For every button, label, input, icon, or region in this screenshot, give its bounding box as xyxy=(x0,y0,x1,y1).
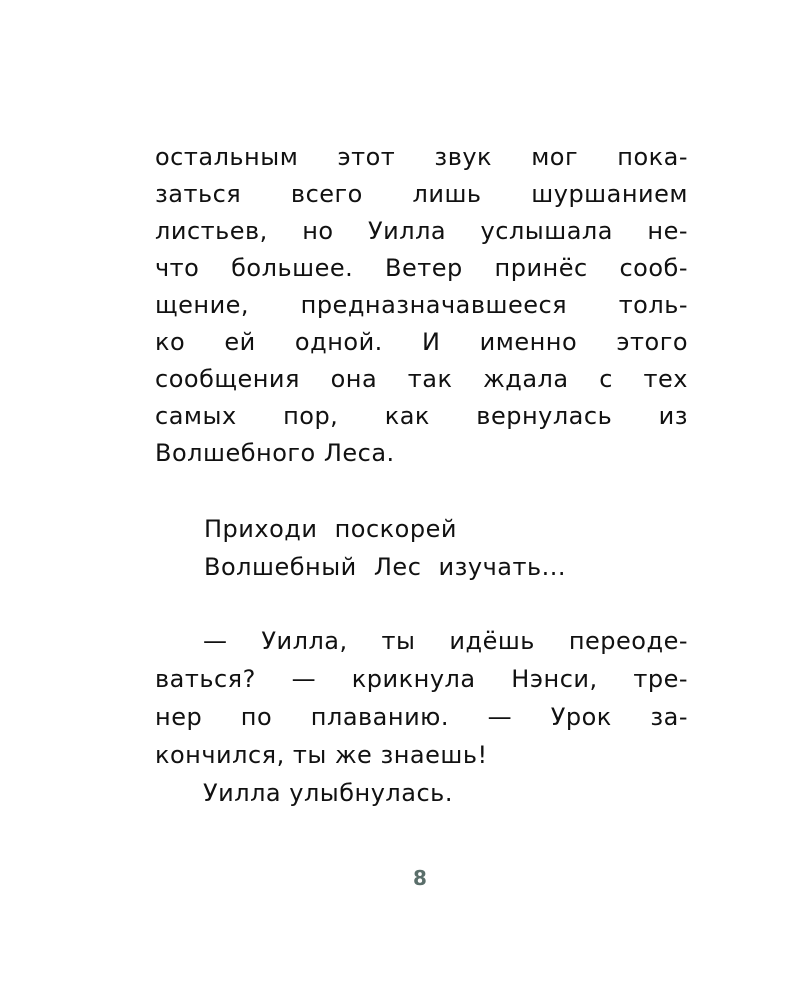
page-number: 8 xyxy=(413,866,427,890)
text-line: остальным этот звук мог пока- xyxy=(155,143,688,171)
text-line: листьев, но Уилла услышала не- xyxy=(155,217,688,245)
text-line: ко ей одной. И именно этого xyxy=(155,328,688,356)
text-line: ваться? — крикнула Нэнси, тре- xyxy=(155,665,688,693)
verse-line: Приходи поскорей xyxy=(204,515,457,543)
text-line: самых пор, как вернулась из xyxy=(155,402,688,430)
text-line: кончился, ты же знаешь! xyxy=(155,741,488,769)
text-line: — Уилла, ты идёшь переоде- xyxy=(203,627,688,655)
text-line: щение, предназначавшееся толь- xyxy=(155,291,688,319)
verse-line: Волшебный Лес изучать... xyxy=(204,553,566,581)
text-line: сообщения она так ждала с тех xyxy=(155,365,688,393)
text-line: Уилла улыбнулась. xyxy=(203,779,453,807)
text-line: нер по плаванию. — Урок за- xyxy=(155,703,688,731)
text-line: заться всего лишь шуршанием xyxy=(155,180,688,208)
text-line: что большее. Ветер принёс сооб- xyxy=(155,254,688,282)
text-line: Волшебного Леса. xyxy=(155,439,395,467)
